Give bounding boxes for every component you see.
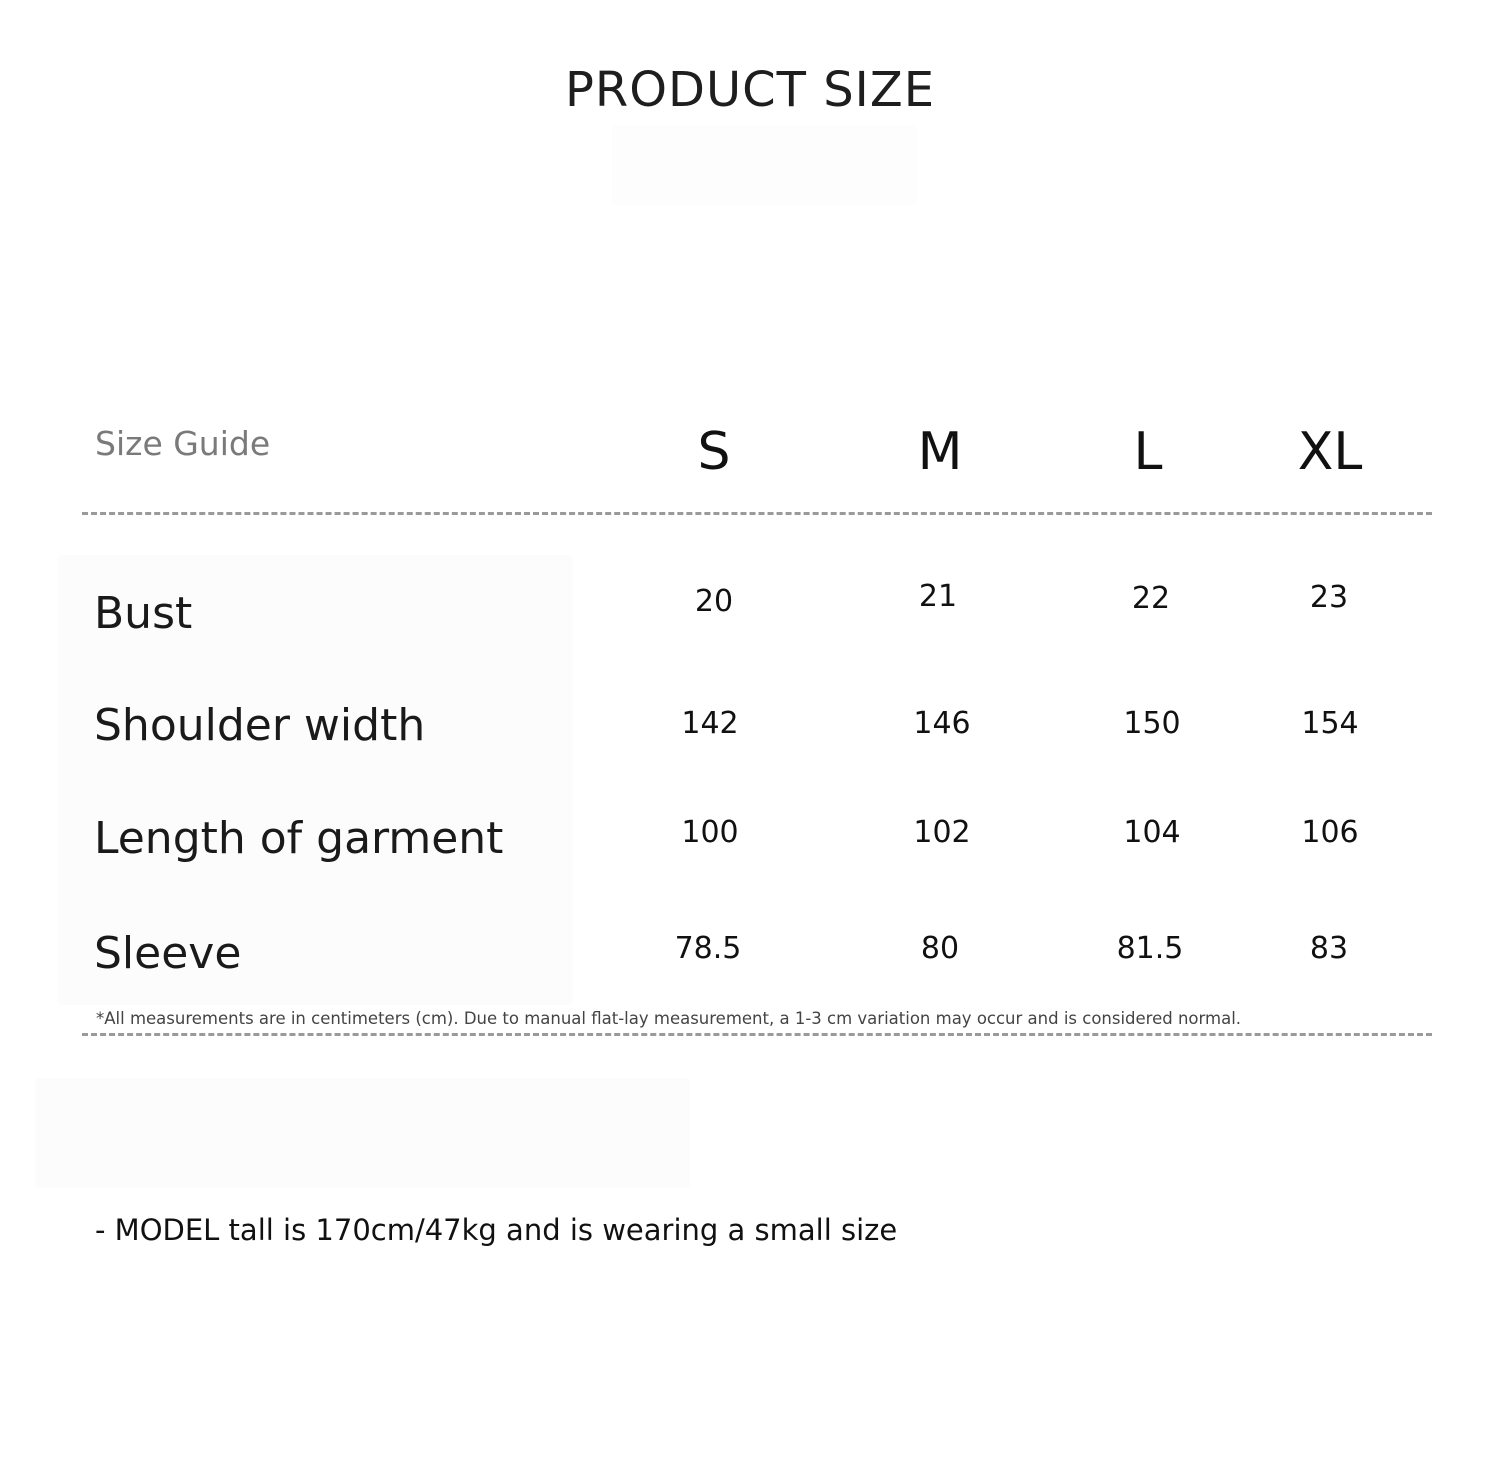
row-label-sleeve: Sleeve xyxy=(94,928,242,979)
cell-sleeve-s: 78.5 xyxy=(674,931,742,966)
cell-length-s: 100 xyxy=(681,815,739,850)
cell-shoulder-m: 146 xyxy=(913,706,971,741)
row-label-length-of-garment: Length of garment xyxy=(94,813,504,864)
cell-bust-m: 21 xyxy=(918,579,958,614)
table-divider-top xyxy=(82,512,1432,515)
size-header-xl: XL xyxy=(1297,422,1363,482)
row-label-bust: Bust xyxy=(94,588,193,639)
cell-length-l: 104 xyxy=(1123,815,1181,850)
model-note: - MODEL tall is 170cm/47kg and is wearing a small size xyxy=(95,1213,898,1247)
cell-shoulder-xl: 154 xyxy=(1301,706,1359,741)
cell-sleeve-xl: 83 xyxy=(1309,931,1349,966)
page-title: PRODUCT SIZE xyxy=(564,62,936,118)
background-panel-bottom xyxy=(35,1078,690,1188)
size-guide-label: Size Guide xyxy=(95,424,271,463)
measurement-footnote: *All measurements are in centimeters (cm). Due to manual flat-lay measurement, a 1-3 cm variation may occur and is considered normal. xyxy=(96,1009,1242,1028)
table-divider-bottom xyxy=(82,1033,1432,1036)
background-panel-top xyxy=(612,125,917,205)
size-header-m: M xyxy=(917,422,963,482)
size-header-s: S xyxy=(697,422,731,482)
size-header-l: L xyxy=(1133,422,1163,482)
cell-bust-l: 22 xyxy=(1131,581,1171,616)
cell-sleeve-l: 81.5 xyxy=(1116,931,1184,966)
cell-sleeve-m: 80 xyxy=(920,931,960,966)
cell-shoulder-s: 142 xyxy=(681,706,739,741)
cell-shoulder-l: 150 xyxy=(1123,706,1181,741)
row-label-shoulder-width: Shoulder width xyxy=(94,700,426,751)
cell-length-m: 102 xyxy=(913,815,971,850)
cell-bust-xl: 23 xyxy=(1309,580,1349,615)
cell-length-xl: 106 xyxy=(1301,815,1359,850)
cell-bust-s: 20 xyxy=(694,584,734,619)
